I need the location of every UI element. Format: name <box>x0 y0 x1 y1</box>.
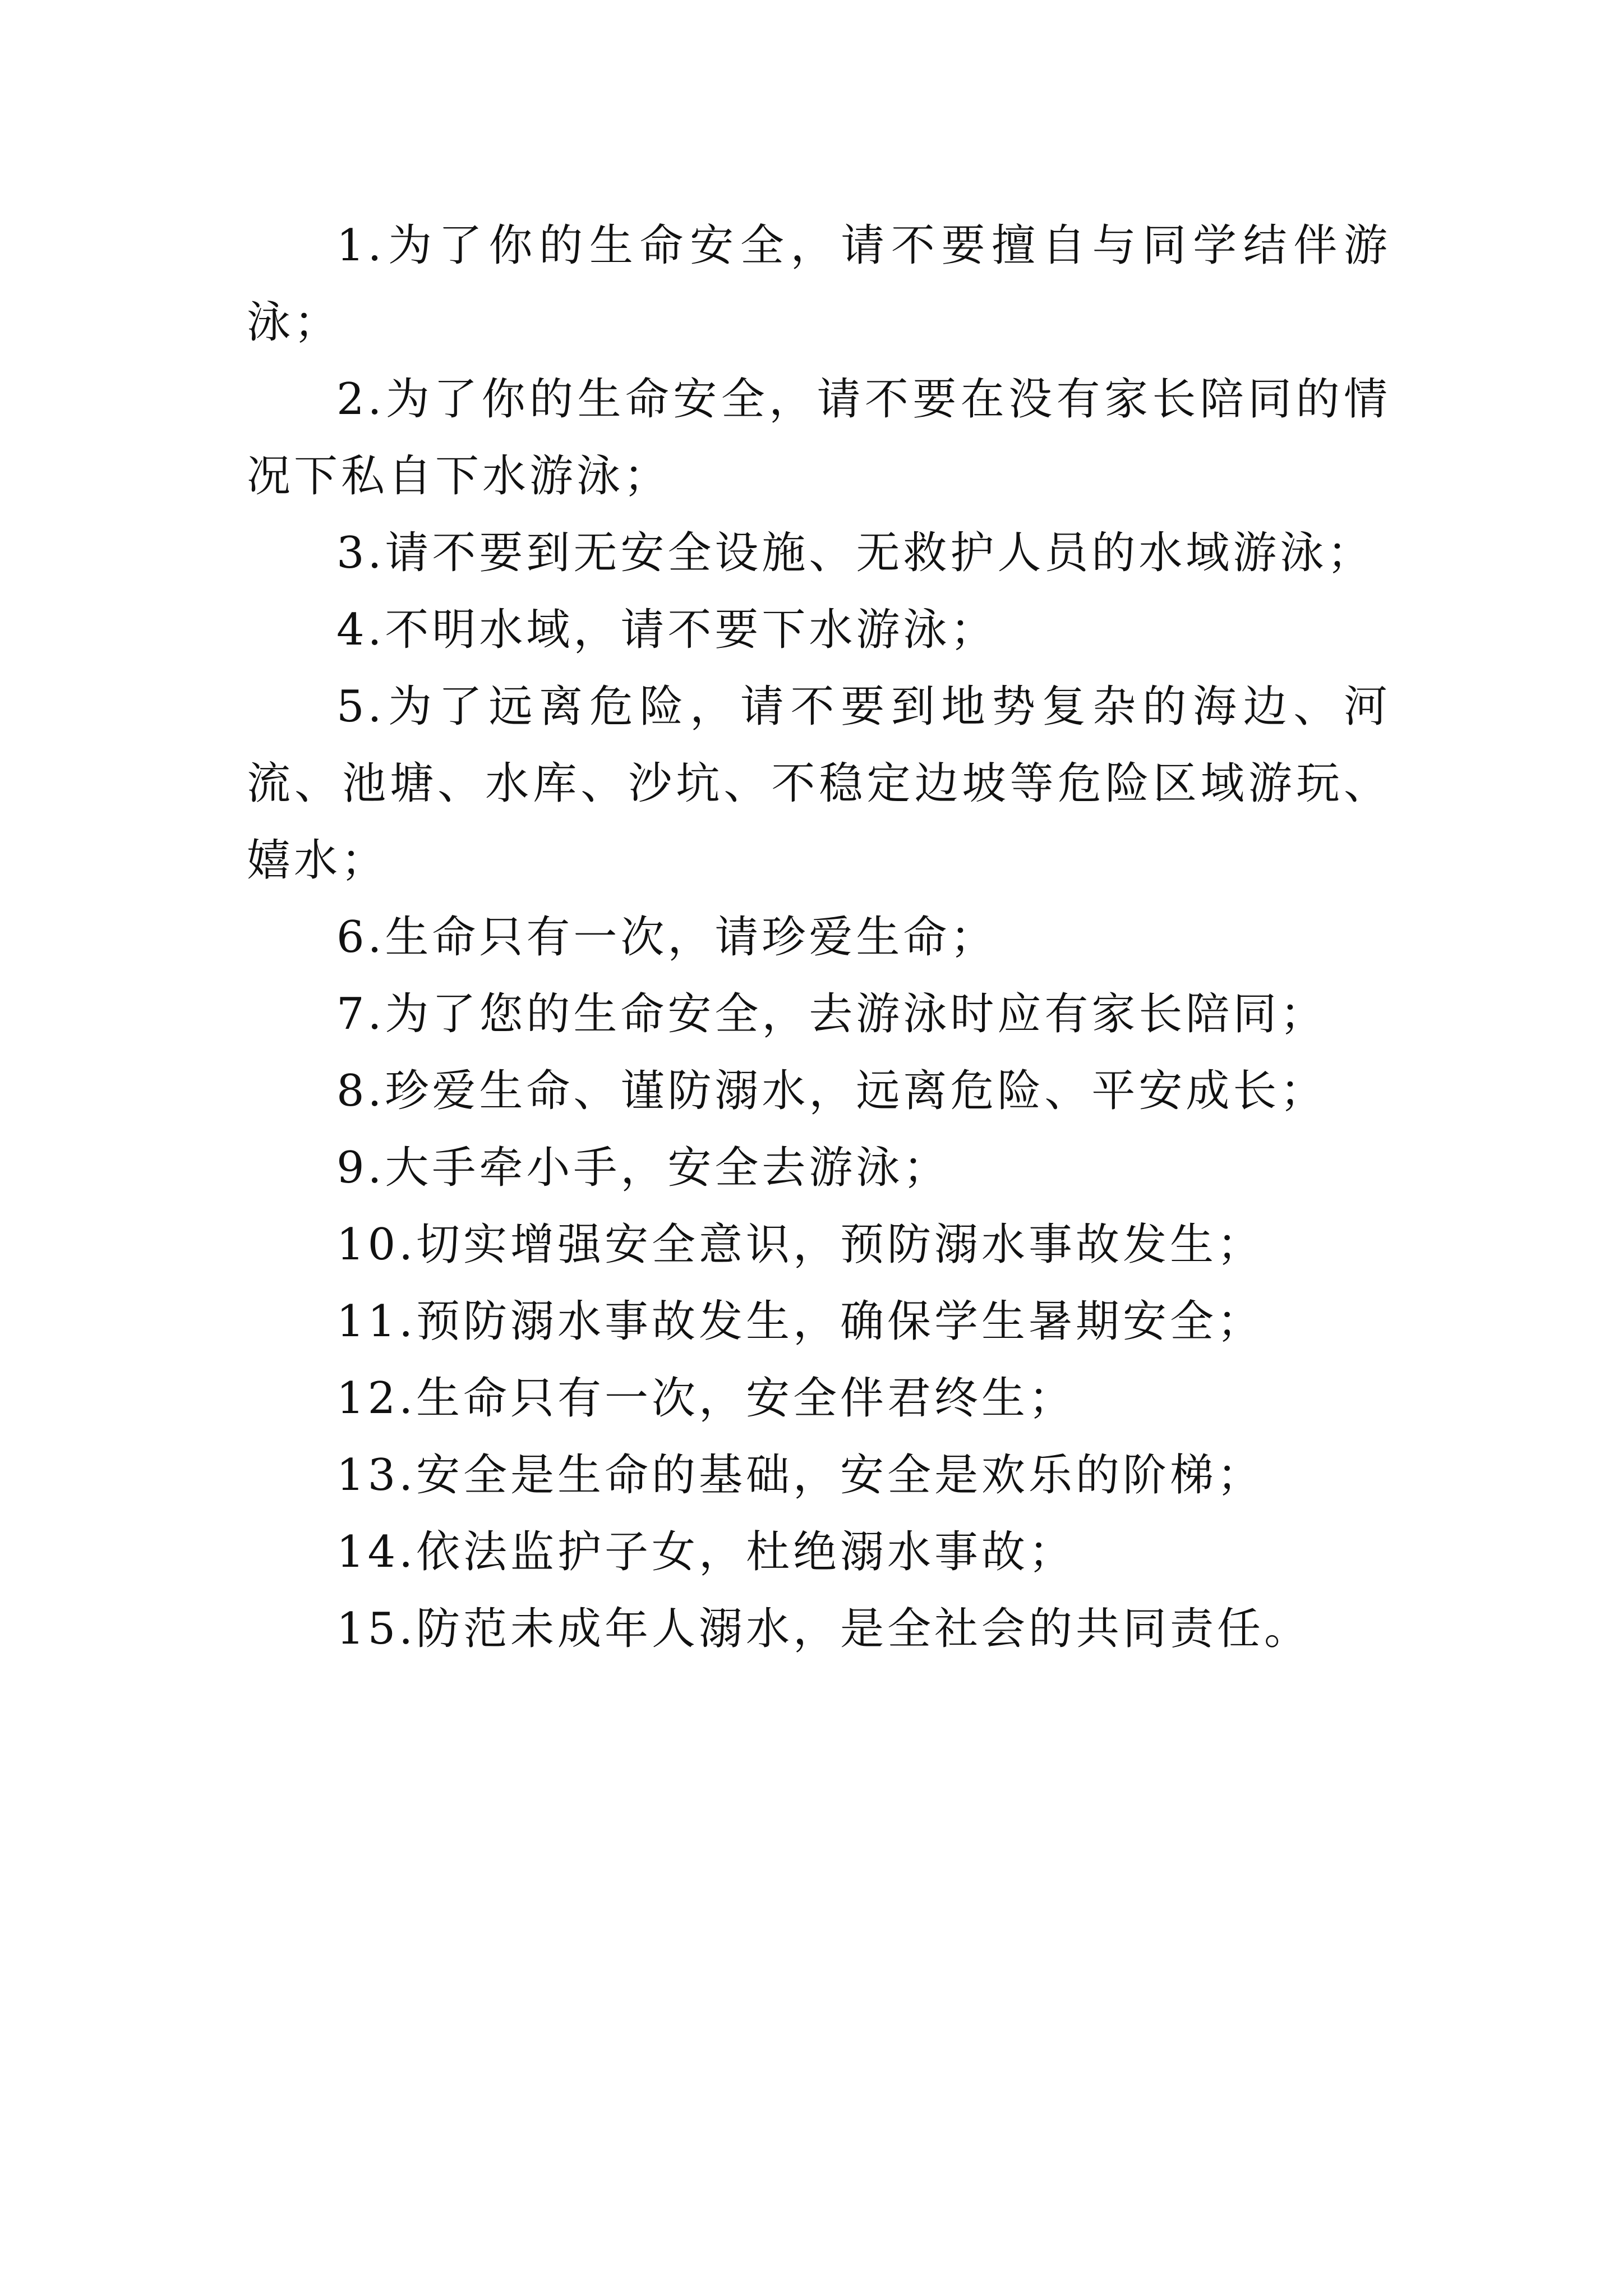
list-item: 7.为了您的生命安全，去游泳时应有家长陪同； <box>336 989 1327 1039</box>
list-item: 15.防范未成年人溺水，是全社会的共同责任。 <box>336 1604 1312 1654</box>
list-item: 14.依法监护子女，杜绝溺水事故； <box>336 1527 1076 1577</box>
list-item: 12.生命只有一次，安全伴君终生； <box>336 1373 1076 1424</box>
list-item: 11.预防溺水事故发生，确保学生暑期安全； <box>336 1296 1265 1347</box>
list-item: 6.生命只有一次，请珍爱生命； <box>336 912 998 963</box>
list-item: 3.请不要到无安全设施、无救护人员的水域游泳； <box>336 528 1375 578</box>
list-item: 9.大手牵小手，安全去游泳； <box>336 1143 951 1193</box>
list-item: 1.为了你的生命安全，请不要擅自与同学结伴游泳； <box>247 220 1391 348</box>
list-item: 5.为了远离危险，请不要到地势复杂的海边、河流、池塘、水库、沙坑、不稳定边坡等危险区域游玩、嬉水； <box>247 682 1391 886</box>
list-item: 2.为了你的生命安全，请不要在没有家长陪同的情况下私自下水游泳； <box>247 374 1391 501</box>
list-item: 4.不明水域，请不要下水游泳； <box>336 605 998 655</box>
list-item: 10.切实增强安全意识，预防溺水事故发生； <box>336 1220 1265 1270</box>
list-item: 13.安全是生命的基础，安全是欢乐的阶梯； <box>336 1450 1265 1501</box>
document-body <box>247 208 1391 1668</box>
list-item: 8.珍爱生命、谨防溺水，远离危险、平安成长； <box>336 1066 1327 1116</box>
